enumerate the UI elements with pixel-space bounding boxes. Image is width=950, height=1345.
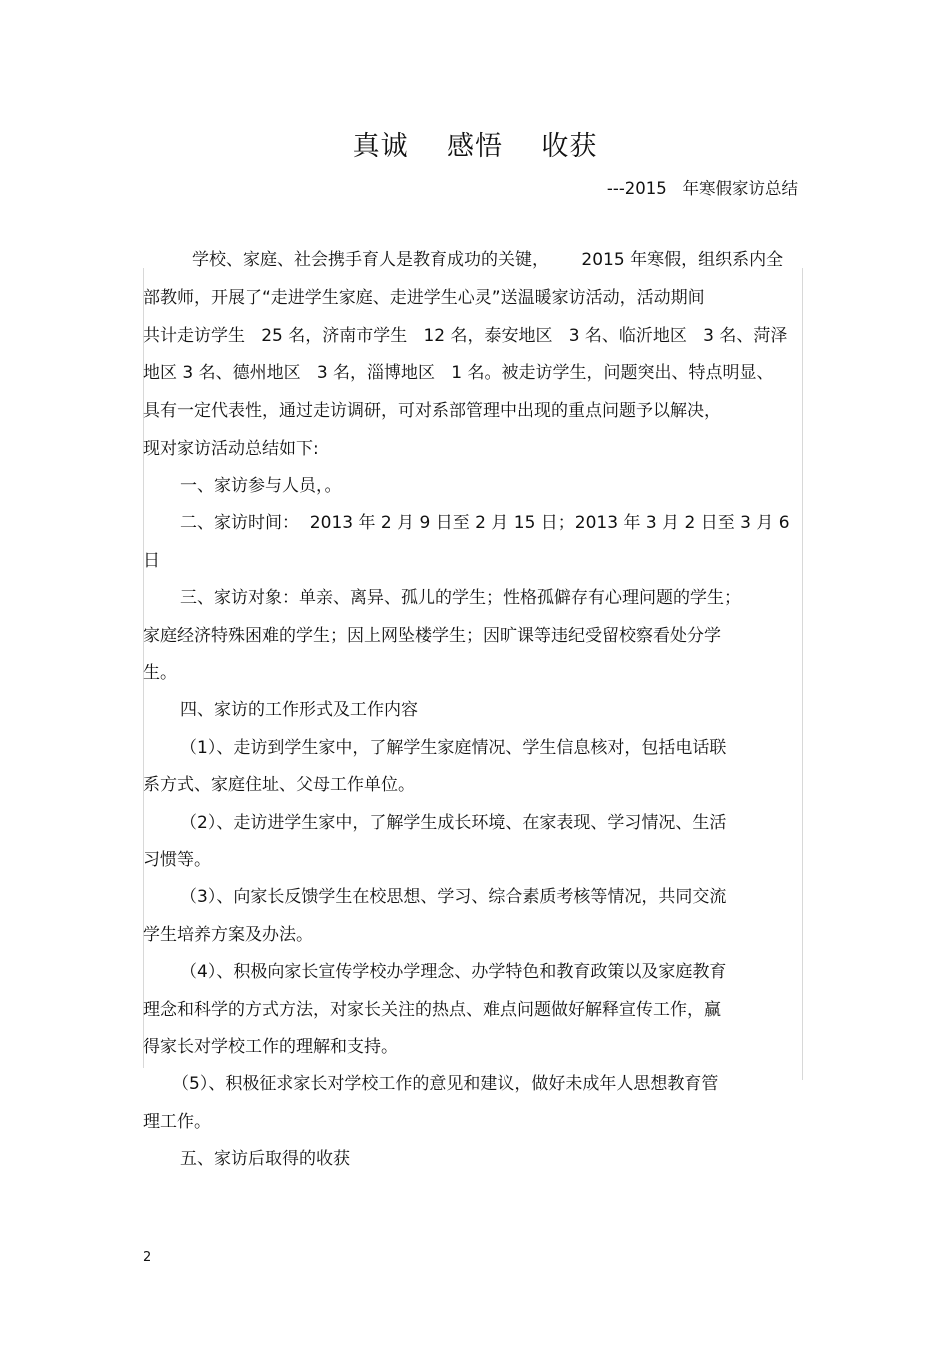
body-line: 学校、家庭、社会携手育人是教育成功的关键， 2015 年寒假，组织系内全 <box>192 250 784 270</box>
page-number: 2 <box>143 1250 152 1265</box>
body-line: 日 <box>143 551 160 571</box>
section-heading: 二、家访时间： 2013 年 2 月 9 日至 2 月 15 日；2013 年 3 月 2 日至 3 月 6 <box>180 513 790 533</box>
page-frame-right <box>802 268 803 1080</box>
page-subtitle: ---2015 年寒假家访总结 <box>606 179 798 198</box>
body-line: 得家长对学校工作的理解和支持。 <box>143 1037 398 1057</box>
page-title: 真诚 感悟 收获 <box>352 131 598 162</box>
list-item: （3）、向家长反馈学生在校思想、学习、综合素质考核等情况，共同交流 <box>180 887 727 907</box>
section-heading: 一、家访参与人员，。 <box>180 476 342 496</box>
body-line: 理念和科学的方式方法，对家长关注的热点、难点问题做好解释宣传工作，赢 <box>143 1000 721 1020</box>
body-line: 理工作。 <box>143 1112 211 1132</box>
body-line: 生。 <box>143 663 177 683</box>
body-line: 地区 3 名、德州地区 3 名，淄博地区 1 名。被走访学生，问题突出、特点明显、 <box>143 363 774 383</box>
list-item: （4）、积极向家长宣传学校办学理念、办学特色和教育政策以及家庭教育 <box>180 962 727 982</box>
body-line: 系方式、家庭住址、父母工作单位。 <box>143 775 415 795</box>
list-item: （5）、积极征求家长对学校工作的意见和建议，做好未成年人思想教育管 <box>172 1074 719 1094</box>
section-heading: 五、家访后取得的收获 <box>180 1149 350 1169</box>
body-line: 家庭经济特殊困难的学生；因上网坠楼学生；因旷课等违纪受留校察看处分学 <box>143 626 721 646</box>
body-line: 部教师，开展了“走进学生家庭、走进学生心灵”送温暖家访活动，活动期间 <box>143 288 705 308</box>
section-heading: 四、家访的工作形式及工作内容 <box>180 700 418 720</box>
body-line: 学生培养方案及办法。 <box>143 925 313 945</box>
list-item: （1）、走访到学生家中，了解学生家庭情况、学生信息核对，包括电话联 <box>180 738 727 758</box>
body-line: 共计走访学生 25 名，济南市学生 12 名，泰安地区 3 名、临沂地区 3 名、菏泽 <box>143 326 788 346</box>
body-line: 习惯等。 <box>143 850 211 870</box>
list-item: （2）、走访进学生家中，了解学生成长环境、在家表现、学习情况、生活 <box>180 813 727 833</box>
body-line: 具有一定代表性，通过走访调研，可对系部管理中出现的重点问题予以解决， <box>143 401 721 421</box>
section-heading: 三、家访对象：单亲、离异、孤儿的学生；性格孤僻存有心理问题的学生； <box>180 588 741 608</box>
body-line: 现对家访活动总结如下: <box>143 439 319 459</box>
